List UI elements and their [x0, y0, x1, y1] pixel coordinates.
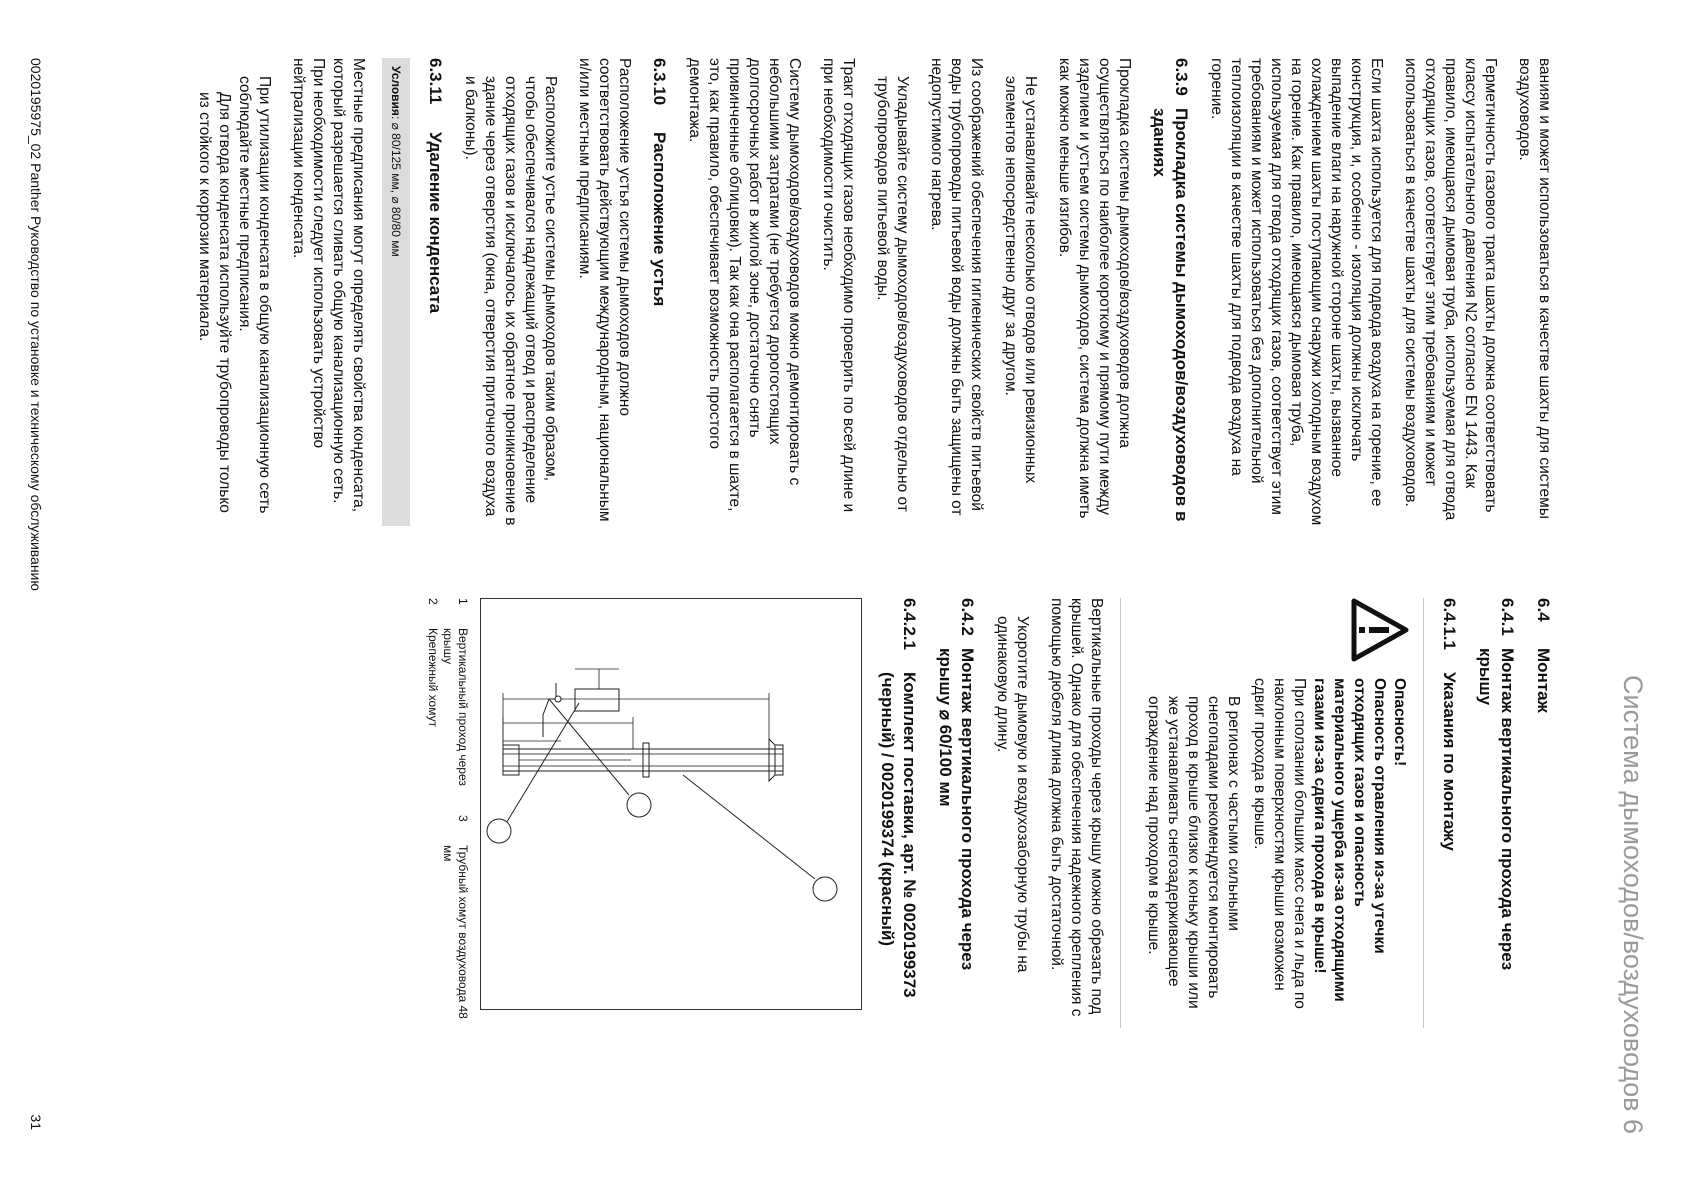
callout-3 [487, 819, 511, 843]
warning-text: При сползании больших масс снега и льда по наклонным поверхностям крыши возможен сдвиг прохода в крыше. [1251, 678, 1308, 1009]
section-heading-6-4-1 [1474, 598, 1518, 1028]
legend-text [425, 845, 440, 1028]
fixing-clamp-eye [555, 696, 561, 702]
instruction: Расположите устье системы дымоходов таким образом, чтобы обеспечивался надлежащий отвод и распределение отходящих газов и исключалось их обратное проникновение в здание через отверстия (окна, отверстия приточного воздуха и балконы). [462, 76, 559, 526]
footer-doc-title: 0020195975_02 Panther Руководство по установке и техническому обслуживанию [28, 58, 44, 591]
instruction: При утилизации конденсата в общую канализационную сеть соблюдайте местные предписания. [236, 76, 273, 514]
callout-leader [505, 703, 579, 825]
callout-1 [813, 877, 837, 901]
section-heading-6-4-1-1 [1438, 598, 1460, 1028]
callout-leader [549, 699, 629, 795]
paragraph: Тракт отходящих газов необходимо проверить по всей длине и при необходимости очистить. [820, 58, 857, 513]
warning-title: Опасность отравления из-за утечки отходящих газов и опасность материального ущерба из-за отходящими газами из-за сдвига прохода в крыше! [1311, 678, 1388, 1002]
warning-instruction: В регионах с частыми сильными снегопадами рекомендуется монтировать проход в крыше близко к коньку крыши или же устанавливать снегозадерживающее ограждение над проходом в крыше. [1145, 696, 1242, 1009]
left-column [180, 58, 1554, 526]
section-title: Указания по монтажу [1440, 672, 1459, 851]
section-heading-6-4-2-1 [876, 598, 920, 1028]
paragraph: Систему дымоходов/воздуховодов можно демонтировать с небольшими затратами (не требуется дорогостоящих долгосрочных работ в жилой зоне, достаточно снять привинченные облицовки). Так как она располагается в шахте, это, как правило, обеспечивает возможность простого демонтажа. [686, 58, 803, 512]
pipe-clamp [575, 689, 619, 711]
diagram-legend [425, 598, 470, 1028]
paragraph: Расположение устья системы дымоходов должно соответствовать действующим международным, национальным и/или местным предписаниям. [576, 58, 633, 522]
callout-leader [683, 775, 815, 879]
instruction: Для отвода конденсата используйте трубопроводы только из стойкого к коррозии материала. [196, 92, 233, 513]
paragraph: Если шахта используется для подвода воздуха на горение, ее конструкция, и, особенно - изоляция должны исключать выпадение влаги на наружной стороне шахты, вызванное охлаждением шахты поступающим снаружи холодным воздухом на горение. Как правило, имеющаяся дымовая труба, используемая для отвода отходящих газов, соответствует этим требованиям и может использоваться без дополнительной теплоизоляции в качестве шахты для подвода воздуха на горение. [1208, 58, 1385, 526]
legend-number: 2 [426, 598, 440, 605]
right-column [425, 598, 1554, 1028]
chapter-header: Система дымоходов/воздуховодов 6 [1618, 674, 1648, 1134]
paragraph: ваниям и может использоваться в качестве шахты для системы воздуховодов. [1516, 58, 1553, 519]
paragraph: Прокладка системы дымоходов/воздуховодов должна осуществляться по наиболее короткому и прямому пути между изделием и устьем системы дымоходов, система должна иметь как можно меньше изгибов. [1056, 58, 1133, 519]
pipe-collar [643, 743, 649, 777]
conditions-label: Условия [389, 66, 403, 116]
legend-number: 3 [456, 815, 470, 822]
instruction: Укоротите дымовую и воздухозаборную трубы на одинаковую длину. [994, 616, 1031, 973]
footer-page-number: 31 [28, 1114, 44, 1130]
section-heading-6-4 [1532, 598, 1554, 1028]
section-number: 6.4.1.1 [1440, 598, 1459, 650]
section-number: 6.3.9 [1172, 58, 1191, 96]
divider [1423, 598, 1424, 1028]
legend-number: 1 [456, 598, 470, 605]
section-number: 6.3.11 [426, 58, 445, 105]
section-number: 6.3.10 [650, 58, 669, 106]
section-title: Монтаж вертикального прохода через крышу [1476, 648, 1517, 971]
conditions-value: : ⌀ 80/125 мм, ⌀ 80/80 мм [389, 115, 403, 257]
delivery-diagram-svg [481, 599, 861, 1009]
section-number: 6.4.2.1 [900, 598, 919, 650]
section-title: Удаление конденсата [426, 132, 445, 314]
paragraph: Герметичность газового тракта шахты должна соответствовать классу испытательного давления N2 согласно EN 1443. Как правило, имеющаяся дымовая труба, используемая для отвода отходящих газов, соответствует этим требованиям и может использоваться в качестве шахты для системы воздуховодов. [1402, 58, 1499, 521]
section-heading-6-3-10 [648, 58, 670, 526]
warning-label: Опасность! [1391, 678, 1408, 767]
section-title: Расположение устья [650, 132, 669, 307]
legend-text: Вертикальный проход через крышу [441, 628, 470, 786]
legend-text: Трубный хомут воздуховода 48 мм [441, 845, 470, 1019]
callout-2 [627, 793, 651, 817]
pipe-terminal-cone [769, 739, 775, 781]
section-heading-6-3-11 [424, 58, 446, 526]
instruction: Укладывайте систему дымоходов/воздуховодов отдельно от трубопроводов питьевой воды. [874, 76, 911, 512]
section-number: 6.4.1 [1498, 598, 1517, 636]
legend-number [425, 815, 440, 841]
section-number: 6.4 [1534, 598, 1553, 622]
section-number: 6.4.2 [958, 598, 977, 636]
section-heading-6-3-9 [1148, 58, 1192, 526]
legend-text: Крепежный хомут [426, 628, 440, 728]
paragraph: Местные предписания могут определять свойства конденсата, который разрешается сливать общую канализационную сеть. При необходимости следует использовать устройство нейтрализации конденсата. [290, 58, 367, 513]
section-title: Монтаж вертикального прохода через крышу ⌀ 60/100 мм [936, 648, 977, 971]
paragraph: Из соображений обеспечения гигиенических свойств питьевой воды трубопроводы питьевой воды должны быть защищены от недопустимого нагрева. [928, 58, 985, 516]
warning-triangle-icon [1135, 598, 1409, 678]
paragraph: Вертикальные проходы через крышу можно обрезать под крышей. Однако для обеспечения надежного крепления с помощью дюбеля длина должна быть достаточной. [1048, 598, 1105, 1017]
instruction: Не устанавливайте несколько отводов или ревизионных элементов непосредственно друг за другом. [1002, 76, 1039, 484]
section-title: Монтаж [1534, 648, 1553, 713]
section-title: Комплект поставки, арт. № 0020199373 (черный) / 0020199374 (красный) [878, 672, 919, 998]
divider [1120, 598, 1121, 1028]
fixing-clamp [543, 699, 563, 737]
conditions-bar [382, 58, 410, 526]
delivery-diagram [480, 598, 862, 1010]
section-title: Прокладка системы дымоходов/воздуховодов в зданиях [1150, 108, 1191, 522]
section-heading-6-4-2 [934, 598, 978, 1028]
danger-notice [1135, 598, 1409, 1028]
